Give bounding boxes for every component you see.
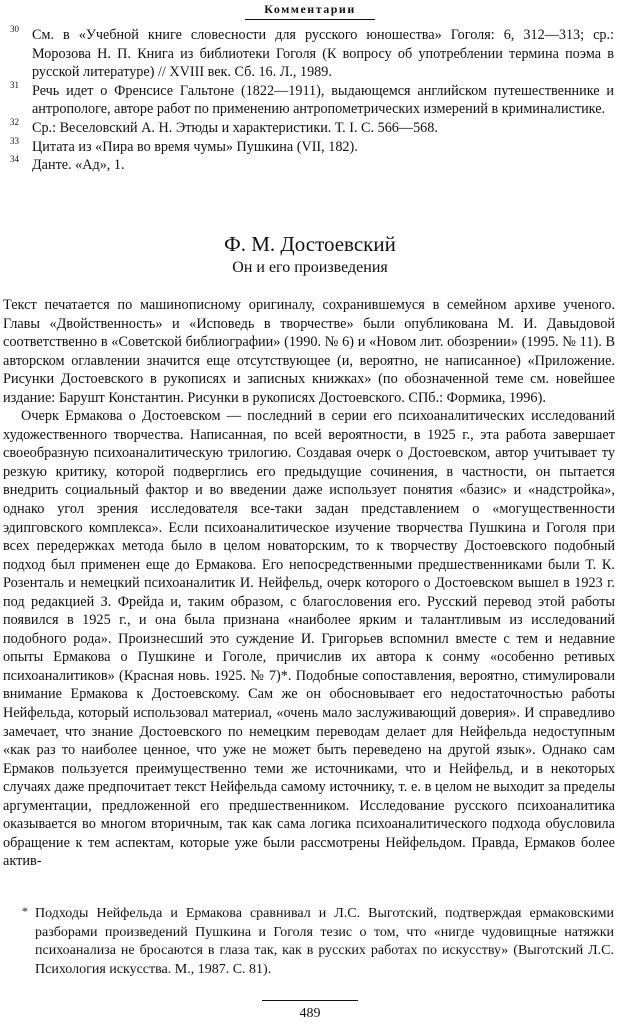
endnote bbox=[10, 156, 614, 175]
commentary-body bbox=[3, 296, 615, 871]
header-rule bbox=[245, 19, 375, 20]
endnote bbox=[10, 79, 614, 119]
endnote bbox=[10, 26, 614, 82]
page-number: 489 bbox=[299, 1006, 321, 1021]
endnote-number: 31 bbox=[10, 79, 19, 90]
endnote-number: 34 bbox=[10, 154, 19, 165]
endnote-text: Цитата из «Пира во время чумы» Пушкина (VII, 182). bbox=[32, 138, 358, 155]
endnote-text: См. в «Учебной книге словесности для русского юношества» Гоголя: 6, 312—313; ср.: Морозова Н. П. Книга из библиотеки Гоголя (К вопросу об употреблении термина поэма в русской литературе) // XVIII век. Сб. 16. Л., 1989. bbox=[32, 27, 614, 81]
endnote bbox=[10, 116, 614, 138]
paragraph: Очерк Ермакова о Достоевском — последний в серии его психоаналитических исследований художественного творчества. Написанная, по всей вероятности, в 1925 г., эта работа завершает своеобразную психоаналитическую трилогию. Создавая очерк о Достоевском, автор учитывает ту резкую критику, которой подверглись его предыдущие сочинения, в частности, он пытается внедрить социальный фактор и во введении даже использует понятия «базис» и «надстройка», однако угол зрения исследователя все-таки задан представлением о «могущественности эдипговского комплекса». Если психоаналитическое изучение творчества Пушкина и Гоголя при всех передержках метода было в целом новаторским, то к творчеству Достоевского подобный подход был применен еще до Ермакова. Его непосредственными предшественниками были Т. К. Розенталь и немецкий психоаналитик И. Нейфельд, очерк которого о Достоевском вышел в 1923 г. под редакцией З. Фрейда и, таким образом, с благословения его. Русский перевод этой работы появился в 1925 г., и она была признана «наиболее ярким и талантливым из исследований подобного рода». Произнесший это суждение И. Григорьев вспомнил вместе с тем и недавние опыты Ермакова о Пушкине и Гоголе, причислив их автора к сонму «особенно ретивых психоаналитиков» (Красная новь. 1925. № 7)*. Подобные сопоставления, вероятно, стимулировали внимание Ермакова к Достоевскому. Сам же он обосновывает его недостаточностью работы Нейфельда, который использовал материал, «очень мало заслуживающий доверия». И справедливо замечает, что знание Достоевского по немецким переводам делает для Нейфельда недоступным «как раз то наиболее ценное, что уже не может быть переведено на другой язык». Однако сам Ермаков пользуется преимущественно теми же источниками, что и Нейфельд, и в некоторых случаях даже предпочитает текст Нейфельда самому источнику, т. е. в целом не выходит за пределы аргументации, предложенной его предшественником. Исследование русского психоаналитика оказывается во многом вторичным, так как сама логика психоаналитического подхода обусловила обращение к тем аспектам, которые уже были рассмотрены Нейфельдом. Правда, Ермаков более актив- bbox=[3, 408, 615, 870]
section-heading bbox=[0, 231, 620, 278]
footnote bbox=[10, 905, 614, 979]
endnote-text: Ср.: Веселовский А. Н. Этюды и характеристики. Т. I. С. 566—568. bbox=[32, 119, 438, 136]
endnote bbox=[10, 135, 614, 157]
running-head: Комментарии bbox=[264, 2, 356, 16]
paragraph: Текст печатается по машинописному оригиналу, сохранившемуся в семейном архиве ученого. Главы «Двойственность» и «Исповедь в творчестве» были опубликована М. И. Давыдовой соответственно в «Советской библиографии» (1990. № 6) и «Новом лит. обозрении» (1995. № 11). В авторском оглавлении значится еще отсутствующее (и, вероятно, не написанное) «Приложение. Рисунки Достоевского в рукописях и записных книжках» (по обозначенной теме см. новейшее издание: Барушт Константин. Рисунки в рукописях Достоевского. СПб.: Формика, 1996). bbox=[3, 297, 615, 406]
section-title: Ф. М. Достоевский bbox=[224, 232, 396, 256]
footnote-text: Подходы Нейфельда и Ермакова сравнивал и Л.С. Выготский, подтверждая ермаковскими разборами произведений Пушкина и Гоголя тезис о том, что «нигде чудовищные натяжки психоанализа не бросаются в глаза так, как в русских работах по искусству» (Выготский Л.С. Психология искусства. М., 1987. С. 81). bbox=[35, 906, 614, 977]
footer-rule bbox=[262, 1000, 358, 1001]
footnote-mark: * bbox=[22, 904, 28, 918]
endnote-number: 30 bbox=[10, 24, 19, 34]
endnote-text: Речь идет о Френсисе Гальтоне (1822—1911), выдающемся английском путешественнике и антропологе, авторе работ по применению антропометрических измерений в криминалистике. bbox=[32, 82, 614, 118]
endnote-text: Данте. «Ад», 1. bbox=[32, 157, 125, 174]
endnote-number: 33 bbox=[10, 135, 19, 146]
endnotes-list bbox=[10, 26, 614, 175]
section-subtitle: Он и его произведения bbox=[232, 259, 388, 276]
endnote-number: 32 bbox=[10, 116, 19, 127]
